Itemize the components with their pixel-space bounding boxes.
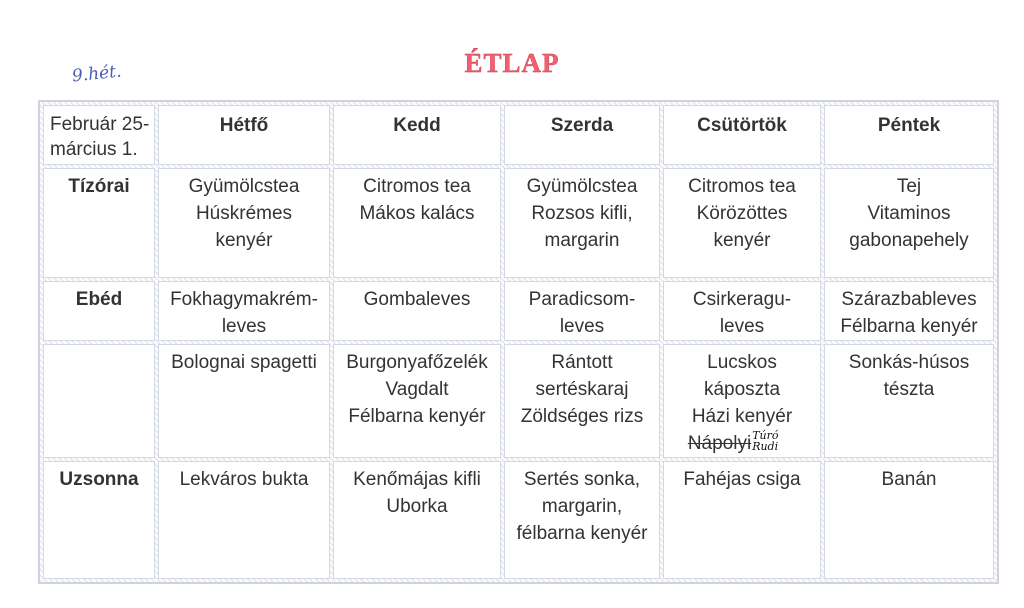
handwritten-replacement-line: Túró xyxy=(752,429,779,442)
menu-item: Lekváros bukta xyxy=(179,469,309,490)
menu-item: Uborka xyxy=(386,496,448,517)
menu-cell xyxy=(333,461,501,579)
menu-item: Bolognai spagetti xyxy=(171,352,317,373)
row-label-tizorai: Tízórai xyxy=(43,168,155,278)
struck-menu-item: Nápolyi xyxy=(687,433,752,454)
menu-item: Házi kenyér xyxy=(691,406,793,427)
menu-cell xyxy=(333,281,501,341)
menu-item: Zöldséges rizs xyxy=(520,406,644,427)
menu-cell xyxy=(824,168,994,278)
menu-item: tészta xyxy=(883,379,935,400)
menu-item: Szárazbableves xyxy=(841,289,977,310)
menu-item: Sertés sonka, xyxy=(523,469,641,490)
menu-cell xyxy=(158,281,330,341)
menu-item: Citromos tea xyxy=(363,176,471,197)
menu-item: Rozsos kifli, xyxy=(531,203,633,224)
menu-cell xyxy=(333,344,501,458)
menu-item: Fokhagymakrém- xyxy=(170,289,318,310)
menu-item: Kenőmájas kifli xyxy=(353,469,481,490)
menu-cell xyxy=(158,461,330,579)
row-label-uzsonna: Uzsonna xyxy=(43,461,155,579)
menu-item: margarin, xyxy=(541,496,623,517)
menu-cell xyxy=(663,344,821,458)
row-ebed-main xyxy=(43,344,994,458)
menu-cell xyxy=(504,344,660,458)
menu-cell xyxy=(158,168,330,278)
menu-title: ÉTLAP xyxy=(464,48,560,78)
menu-item: Félbarna kenyér xyxy=(840,316,978,337)
menu-item: Körözöttes xyxy=(696,203,788,224)
menu-item: Lucskos xyxy=(707,352,777,373)
week-handwritten-note: 9.hét. xyxy=(71,61,123,87)
menu-cell xyxy=(663,281,821,341)
row-tizorai xyxy=(43,168,994,278)
menu-cell xyxy=(158,344,330,458)
row-label-empty xyxy=(43,344,155,458)
menu-item: félbarna kenyér xyxy=(516,523,648,544)
menu-item: Rántott xyxy=(551,352,613,373)
menu-item: Paradicsom- xyxy=(528,289,636,310)
menu-item: káposzta xyxy=(703,379,781,400)
menu-item: Citromos tea xyxy=(688,176,796,197)
date-range-line: Február 25- xyxy=(50,114,150,135)
handwritten-replacement-line: Rudi xyxy=(752,440,779,453)
menu-cell xyxy=(824,344,994,458)
date-range-line: március 1. xyxy=(50,139,138,160)
menu-item: Vitaminos xyxy=(867,203,951,224)
menu-item: leves xyxy=(559,316,605,337)
menu-item-corrected xyxy=(668,430,816,457)
menu-item: Húskrémes xyxy=(195,203,293,224)
day-header-monday: Hétfő xyxy=(158,105,330,165)
menu-item: Félbarna kenyér xyxy=(348,406,486,427)
menu-item: Tej xyxy=(896,176,922,197)
menu-cell xyxy=(504,168,660,278)
menu-item: Burgonyafőzelék xyxy=(346,352,488,373)
menu-item: leves xyxy=(221,316,267,337)
menu-cell xyxy=(824,281,994,341)
menu-item: Banán xyxy=(881,469,937,490)
menu-item: Gombaleves xyxy=(363,289,471,310)
menu-item: kenyér xyxy=(215,230,273,251)
weekly-menu-table xyxy=(38,100,999,584)
menu-item: Gyümölcstea xyxy=(526,176,638,197)
menu-cell xyxy=(504,461,660,579)
menu-cell xyxy=(504,281,660,341)
day-header-friday: Péntek xyxy=(824,105,994,165)
menu-cell xyxy=(333,168,501,278)
date-range-cell xyxy=(43,105,155,165)
menu-item: gabonapehely xyxy=(849,230,969,251)
menu-item: Gyümölcstea xyxy=(188,176,300,197)
menu-item: margarin xyxy=(544,230,620,251)
menu-item: Sonkás-húsos xyxy=(848,352,970,373)
menu-cell xyxy=(824,461,994,579)
menu-cell xyxy=(663,168,821,278)
day-header-wednesday: Szerda xyxy=(504,105,660,165)
row-label-ebed: Ebéd xyxy=(43,281,155,341)
menu-item: kenyér xyxy=(713,230,771,251)
menu-item: leves xyxy=(719,316,765,337)
day-header-tuesday: Kedd xyxy=(333,105,501,165)
row-uzsonna xyxy=(43,461,994,579)
menu-item: Vagdalt xyxy=(385,379,449,400)
handwritten-replacement xyxy=(752,430,796,452)
day-header-thursday: Csütörtök xyxy=(663,105,821,165)
row-ebed xyxy=(43,281,994,341)
menu-item: Csirkeragu- xyxy=(692,289,792,310)
menu-cell xyxy=(663,461,821,579)
menu-item: Mákos kalács xyxy=(359,203,475,224)
menu-item: sertéskaraj xyxy=(535,379,629,400)
header-row xyxy=(43,105,994,165)
menu-item: Fahéjas csiga xyxy=(683,469,801,490)
